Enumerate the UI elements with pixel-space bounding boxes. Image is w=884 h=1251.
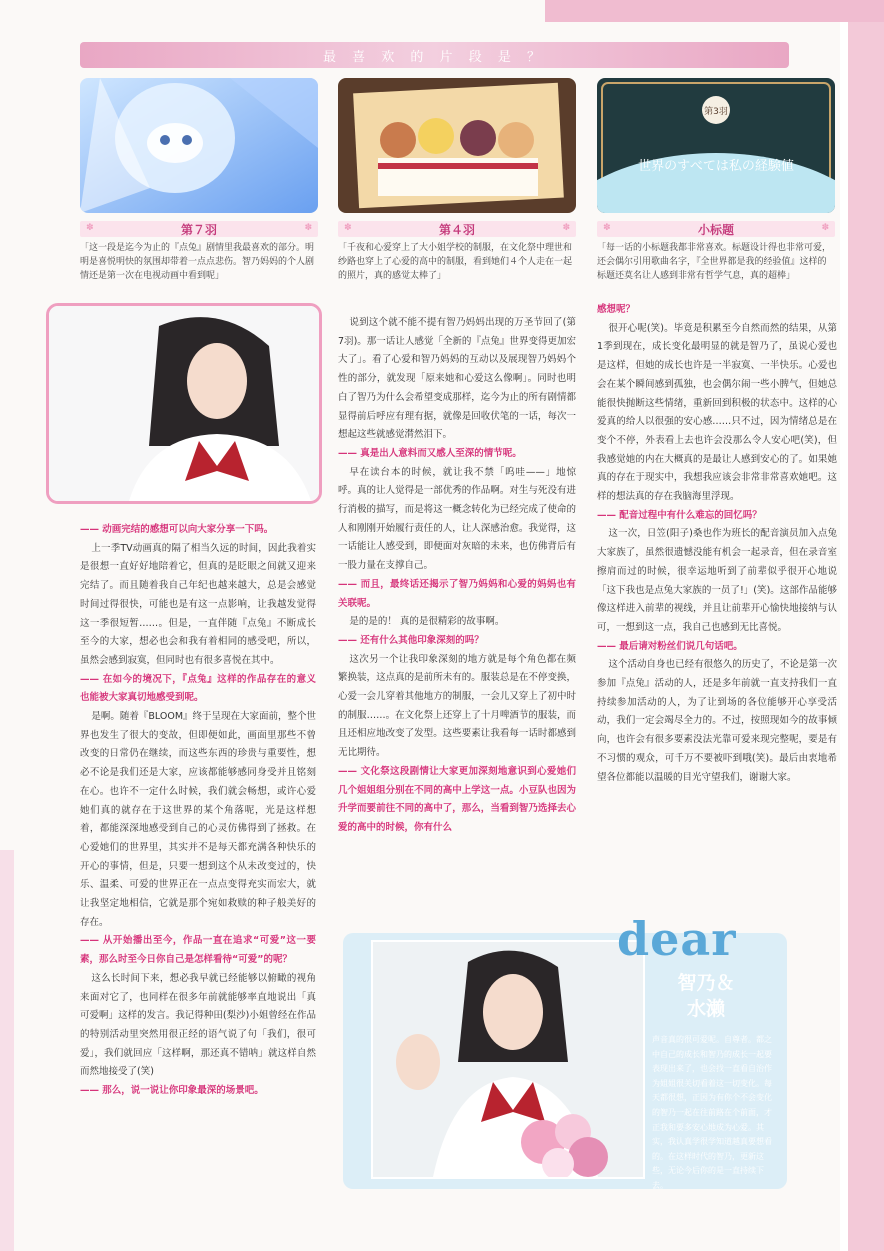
answer-paragraph: 这个活动自身也已经有很悠久的历史了，不论是第一次参加『点兔』活动的人，还是多年前就一直支持我们一直持续参加活动的人，为了让到场的各位能够开心享受活动，我们一定会竭尽全力的。不过，按照现如今的故事倾向，也许会有很多要素没法光靠可爱来现完整呢，要是有不习惯的观众，可千万不要被吓到哦(笑)。最后由衷地希望各位都能以温暖的目光守望我们，谢谢大家。 [597, 659, 837, 783]
question: —— 文化祭这段剧情让大家更加深刻地意识到心爱她们几个姐姐组分别在不同的高中上学这一点。小豆队也因为升学而要前往不同的高中了，那么，当看到智乃选择去心爱的高中的时候，你有什么 [338, 765, 576, 833]
dear-photo [371, 940, 645, 1179]
page-edge-left [0, 850, 14, 1251]
corner-decoration [545, 0, 884, 22]
star-icon: ✽ [86, 223, 94, 233]
answer-paragraph: 这么长时间下来，想必我早就已经能够以俯瞰的视角来面对它了，也同样在很多年前就能够率直地说出「真可爱啊」这样的发言。我记得种田(梨沙)小姐曾经在作品的特别活动里突然用很正经的语气说了句「我们，很可爱」，我们就回应「这样啊，那还真不错呐」就这样自然而然地接受了(笑) [80, 972, 316, 1078]
caption-text-episode-7: 「这一段是迄今为止的『点兔』剧情里我最喜欢的部分。明明是喜悦明快的氛围却带着一点点悲伤。智乃妈妈的个人剧情还是第一次在电视动画中看到呢」 [80, 243, 315, 281]
answer-paragraph: 这次另一个让我印象深刻的地方就是每个角色都在频繁换装，这点真的是前所未有的。服装总是在不停变换，心爱一会儿穿着其他地方的制服，一会儿又穿上了初中时的制服……。在文化祭上还穿上了十月啤酒节的服装，而且还相应地改变了发型。这些要素让我看每一话时都感到无比期待。 [338, 653, 576, 759]
question: —— 而且，最终话还揭示了智乃妈妈和心爱的妈妈也有关联呢。 [338, 578, 576, 609]
answer-paragraph: 这一次，日笠(阳子)桑也作为班长的配音演员加入点兔大家族了，虽然很遗憾没能有机会一起录音，但在录音室擦肩而过的时候，很幸运地听到了前辈似乎很开心地说「这下我也是点兔大家族的一员了!」(笑)。这部作品能够像这样进入前辈的视线，并且让前辈开心愉快地接纳与认可，一想到这一点，我自己也感到无比喜悦。 [597, 528, 837, 633]
star-icon: ✽ [562, 223, 570, 233]
question: —— 还有什么其他印象深刻的吗？ [338, 634, 484, 646]
answer-paragraph: 是的是的！ 真的是很精彩的故事啊。 [349, 616, 505, 628]
dear-title: dear [617, 912, 737, 966]
question: —— 配音过程中有什么难忘的回忆吗？ [597, 509, 762, 521]
question: —— 从开始播出至今，作品一直在追求“可爱”这一要素，那么时至今日你自己是怎样看待“可爱”的呢？ [80, 935, 316, 966]
caption-text-subtitle: 「每一话的小标题我都非常喜欢。标题设计得也非常可爱，还会偶尔引用歌曲名字，『全世界都是我的经验值』这样的标题还莫名让人感到非常有哲学气息，真的超棒」 [597, 243, 832, 281]
star-icon: ✽ [304, 223, 312, 233]
portrait-photo [46, 303, 322, 504]
dear-message: 声音真的很可爱呢。自尊者。都之中自己的成长和智乃的成长一起要表现出来了，也会找一直看自治作为姐姐很关切看着这一切变化。每天都很想，正因为有你个不会变化的智乃一起在往前路在个前面，才正我和要多安心地成为心爱。其实，我认真学很学知道越真要想看的。在这样时代的智乃，更新这些，无论今后你的是一直持续下去。 [652, 1035, 772, 1190]
column-2 [338, 314, 576, 838]
page-edge-right [848, 0, 884, 1251]
column-1 [80, 521, 316, 1101]
caption-episode-4: ✽ 第４羽 ✽ [338, 221, 576, 237]
subtitle-card-thumbnail [597, 78, 835, 213]
answer-paragraph: 早在读台本的时候，就让我不禁「呜哇——」地惊呼。真的让人觉得是一部优秀的作品啊。对生与死没有进行消极的描写，而是将这一概念转化为已经完成了使命的人和刚刚开始履行责任的人，让人深感治愈。我觉得，这一话能让人感受到，即便面对灰暗的未来，也仿佛背后有一股力量在支撑自己。 [338, 466, 576, 572]
answer-paragraph: 是啊。随着『BLOOM』终于呈现在大家面前，整个世界也发生了很大的变故，但即便如此，画面里那些不曾改变的日常仍在继续，而这些东西的珍贵与重要性，想必不论是我们还是大家，应该都能够感同身受并且铭刻在心。也许不一定什么时候，我们就会畅想，或许心爱她们真的就存在于这世界的某个角落呢，光是这样想着，都能深深地感受到自己的心灵仿佛得到了拯救。在心爱她们的世界里，其实并不是每天都充满各种快乐的开心的事情，但是，只要一想到这个从未改变过的，快乐、温柔、可爱的世界正在一点点变得充实而宏大，就让我坚定地相信，它就是那个宛如救赎的种子般美好的存在。 [80, 711, 317, 928]
caption-text-episode-4: 「千夜和心爱穿上了大小姐学校的制服，在文化祭中理世和纱路也穿上了心爱的高中的制服，看到她们４个人走在一起的照片，真的感觉太棒了」 [338, 243, 573, 281]
star-icon: ✽ [603, 223, 611, 233]
question: —— 动画完结的感想可以向大家分享一下吗。 [80, 524, 274, 535]
section-title: 最 喜 欢 的 片 段 是 ？ [80, 42, 789, 68]
question: 感想呢？ [597, 304, 636, 315]
answer-paragraph: 说到这个就不能不提有智乃妈妈出现的万圣节回了(第7羽)。那一话让人感觉「全新的『点兔』世界变得更加宏大了」。看了心爱和智乃妈妈的互动以及展现智乃妈妈个性的部分，就发现「原来她和心爱这么像啊」。同时也明白了智乃为什么会希望变成那样，迄今为止的所有剧情都显得前后呼应有理有据，就像是回收伏笔的一话，每次一想起这些就感觉潸然泪下。 [338, 317, 576, 441]
caption-subtitle: ✽ 小标题 ✽ [597, 221, 835, 237]
caption-episode-7: ✽ 第７羽 ✽ [80, 221, 318, 237]
dear-recipient: 智乃＆ 水濑 [677, 972, 735, 1020]
answer-paragraph: 上一季TV动画真的隔了相当久远的时间，因此我着实是很想一直好好地陪着它，但真的是眨眼之间就又迎来完结了。而且随着我自己年纪也越来越大，总是会感觉时间过得很快，可能也是有这一点影响，让我越发觉得这一季很短暂……。但是，一直伴随『点兔』不断成长至今的大家，想必也会和我有着相同的感受吧，所以，虽然会感到寂寞，但同时也有很多喜悦在其中。 [80, 542, 316, 666]
answer-paragraph: 很开心呢(笑)。毕竟是积累至今自然而然的结果，从第1季到现在，成长变化最明显的就是智乃了，虽说心爱也是这样，但她的成长也许是一半寂寞、一半快乐。心爱也会在某个瞬间感到孤独，也会偶尔闹一些小脾气，但她总能很快抛断这些情绪，重新回到积极的状态中。这样的心爱真的给人以很强的安心感……只不过，因为情绪总是在变个不停，外表看上去也许会没那么令人安心吧(笑)，但我感觉她的内在大概真的是最让人感到安心的了。如果她真的存在于现实中，我想我应该会非常非常喜欢她吧。这样的想法真的存在我脑海里浮现。 [597, 322, 837, 503]
episode-4-thumbnail [338, 78, 576, 213]
question: —— 真是出人意料而又感人至深的情节呢。 [338, 447, 522, 459]
column-3 [597, 301, 837, 787]
page-edge-inner [840, 0, 848, 1251]
question: —— 在如今的境况下，『点兔』这样的作品存在的意义也能被大家真切地感受到呢。 [80, 673, 316, 704]
question: —— 最后请对粉丝们说几句话吧。 [597, 640, 743, 652]
star-icon: ✽ [821, 223, 829, 233]
star-icon: ✽ [344, 223, 352, 233]
svg-text:第3羽: 第3羽 [704, 107, 728, 117]
svg-text:世界のすべては私の経験値: 世界のすべては私の経験値 [638, 159, 794, 174]
episode-7-thumbnail [80, 78, 318, 213]
question: —— 那么，说一说让你印象最深的场景吧。 [80, 1085, 264, 1097]
